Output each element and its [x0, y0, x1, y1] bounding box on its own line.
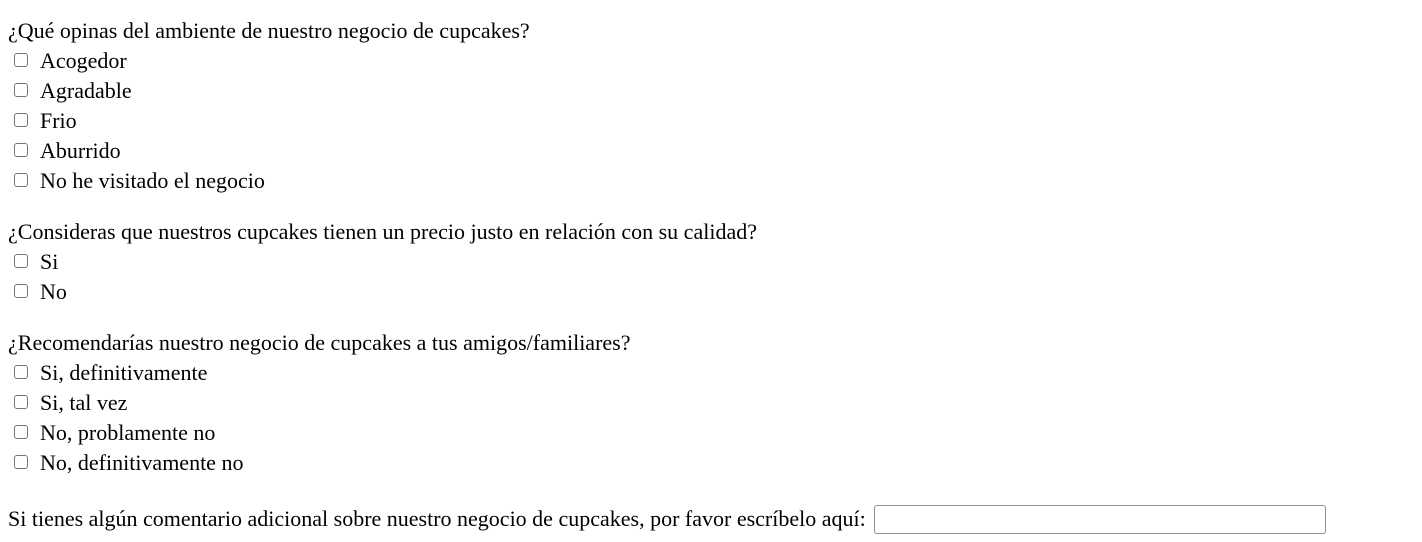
option-no-visitado-label[interactable]: No he visitado el negocio — [40, 168, 265, 193]
option-no-problamente-no[interactable] — [8, 418, 1414, 448]
spacer — [8, 307, 1414, 328]
option-si-definitivamente-label[interactable]: Si, definitivamente — [40, 360, 208, 385]
option-no-visitado-checkbox[interactable] — [14, 173, 28, 187]
spacer — [8, 478, 1414, 502]
option-agradable-checkbox[interactable] — [14, 83, 28, 97]
option-no-visitado[interactable] — [8, 166, 1414, 196]
option-agradable-label[interactable]: Agradable — [40, 78, 132, 103]
option-no-definitivamente-no-label[interactable]: No, definitivamente no — [40, 450, 244, 475]
option-no[interactable] — [8, 277, 1414, 307]
comment-row — [8, 502, 1414, 536]
spacer — [8, 196, 1414, 217]
option-aburrido-checkbox[interactable] — [14, 143, 28, 157]
comment-label: Si tienes algún comentario adicional sobre nuestro negocio de cupcakes, por favor escríbelo aquí: — [8, 506, 866, 531]
question-recommend-text: ¿Recomendarías nuestro negocio de cupcakes a tus amigos/familiares? — [8, 330, 631, 355]
comment-input[interactable] — [874, 505, 1326, 534]
option-si-tal-vez[interactable] — [8, 388, 1414, 418]
option-si-label[interactable]: Si — [40, 249, 59, 274]
option-no-problamente-no-label[interactable]: No, problamente no — [40, 420, 216, 445]
option-no-checkbox[interactable] — [14, 284, 28, 298]
question-ambience — [8, 16, 1414, 196]
question-price — [8, 217, 1414, 307]
option-si-tal-vez-checkbox[interactable] — [14, 395, 28, 409]
survey-form — [8, 16, 1414, 536]
option-no-definitivamente-no-checkbox[interactable] — [14, 455, 28, 469]
question-recommend — [8, 328, 1414, 478]
option-frio-label[interactable]: Frio — [40, 108, 77, 133]
question-price-text: ¿Consideras que nuestros cupcakes tienen un precio justo en relación con su calidad? — [8, 219, 757, 244]
option-no-definitivamente-no[interactable] — [8, 448, 1414, 478]
option-si-definitivamente-checkbox[interactable] — [14, 365, 28, 379]
option-aburrido[interactable] — [8, 136, 1414, 166]
option-no-label[interactable]: No — [40, 279, 67, 304]
option-si-definitivamente[interactable] — [8, 358, 1414, 388]
option-aburrido-label[interactable]: Aburrido — [40, 138, 121, 163]
option-frio-checkbox[interactable] — [14, 113, 28, 127]
option-si-checkbox[interactable] — [14, 254, 28, 268]
option-si-tal-vez-label[interactable]: Si, tal vez — [40, 390, 128, 415]
option-frio[interactable] — [8, 106, 1414, 136]
option-acogedor-label[interactable]: Acogedor — [40, 48, 127, 73]
option-agradable[interactable] — [8, 76, 1414, 106]
option-si[interactable] — [8, 247, 1414, 277]
option-no-problamente-no-checkbox[interactable] — [14, 425, 28, 439]
question-ambience-text: ¿Qué opinas del ambiente de nuestro negocio de cupcakes? — [8, 18, 530, 43]
option-acogedor[interactable] — [8, 46, 1414, 76]
option-acogedor-checkbox[interactable] — [14, 53, 28, 67]
